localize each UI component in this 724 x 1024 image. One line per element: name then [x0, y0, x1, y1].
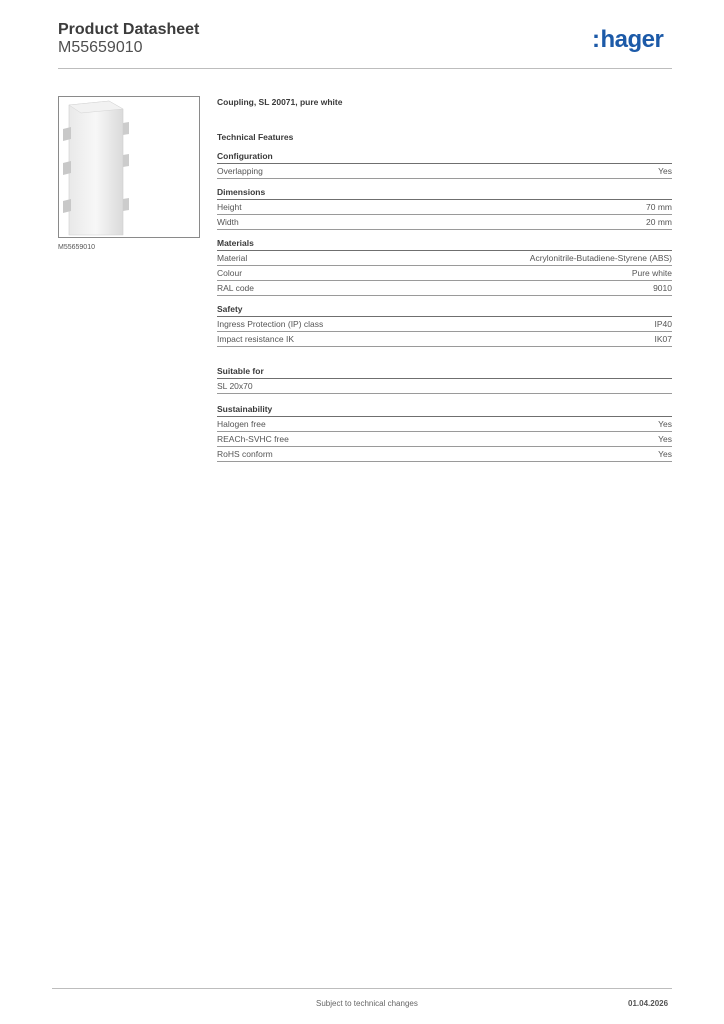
spec-label: Width — [217, 217, 239, 227]
spec-label: Colour — [217, 268, 243, 278]
spec-label: Height — [217, 202, 242, 212]
section-title: Safety — [217, 303, 672, 317]
spec-value: 70 mm — [646, 202, 672, 212]
section-materials — [217, 237, 672, 296]
logo-colon: : — [592, 26, 600, 53]
spec-row — [217, 379, 672, 394]
section-title: Suitable for — [217, 365, 672, 379]
spec-label: SL 20x70 — [217, 381, 253, 391]
footer-divider — [52, 988, 672, 989]
spec-label: Overlapping — [217, 166, 263, 176]
spec-value: Pure white — [631, 268, 672, 278]
section-title: Dimensions — [217, 186, 672, 200]
spec-value: Yes — [658, 419, 672, 429]
document-title: Product Datasheet — [58, 21, 200, 38]
spec-row — [217, 447, 672, 462]
spec-label: Material — [217, 253, 248, 263]
section-configuration — [217, 150, 672, 179]
spec-value: Yes — [658, 449, 672, 459]
technical-features-heading: Technical Features — [217, 132, 294, 142]
spec-row — [217, 266, 672, 281]
spec-row — [217, 417, 672, 432]
section-title: Materials — [217, 237, 672, 251]
spec-row — [217, 432, 672, 447]
coupling-illustration — [59, 97, 199, 237]
footer-date: 01.04.2026 — [628, 999, 669, 1008]
hager-logo — [592, 26, 663, 54]
spec-label: Impact resistance IK — [217, 334, 295, 344]
spec-label: Halogen free — [217, 419, 266, 429]
spec-value: Yes — [658, 434, 672, 444]
article-number: M55659010 — [58, 39, 143, 56]
section-title: Sustainability — [217, 403, 672, 417]
section-suitable-for — [217, 365, 672, 394]
section-safety — [217, 303, 672, 347]
section-sustainability — [217, 403, 672, 462]
spec-value: IK07 — [654, 334, 672, 344]
spec-value: IP40 — [654, 319, 672, 329]
spec-label: Ingress Protection (IP) class — [217, 319, 324, 329]
logo-text: hager — [600, 26, 664, 53]
spec-label: RoHS conform — [217, 449, 273, 459]
image-caption: M55659010 — [58, 244, 95, 251]
spec-row — [217, 200, 672, 215]
spec-label: RAL code — [217, 283, 255, 293]
spec-value: 9010 — [653, 283, 672, 293]
spec-label: REACh-SVHC free — [217, 434, 289, 444]
spec-row — [217, 251, 672, 266]
spec-row — [217, 281, 672, 296]
header-divider — [58, 68, 672, 69]
product-name: Coupling, SL 20071, pure white — [217, 97, 343, 107]
spec-value: Yes — [658, 166, 672, 176]
spec-value: Acrylonitrile-Butadiene-Styrene (ABS) — [529, 253, 672, 263]
spec-value: 20 mm — [646, 217, 672, 227]
product-image — [58, 96, 200, 238]
spec-row — [217, 317, 672, 332]
footer-note: Subject to technical changes — [316, 999, 418, 1008]
section-title: Configuration — [217, 150, 672, 164]
section-dimensions — [217, 186, 672, 230]
spec-content — [217, 96, 672, 462]
spec-row — [217, 164, 672, 179]
spec-row — [217, 215, 672, 230]
spec-row — [217, 332, 672, 347]
